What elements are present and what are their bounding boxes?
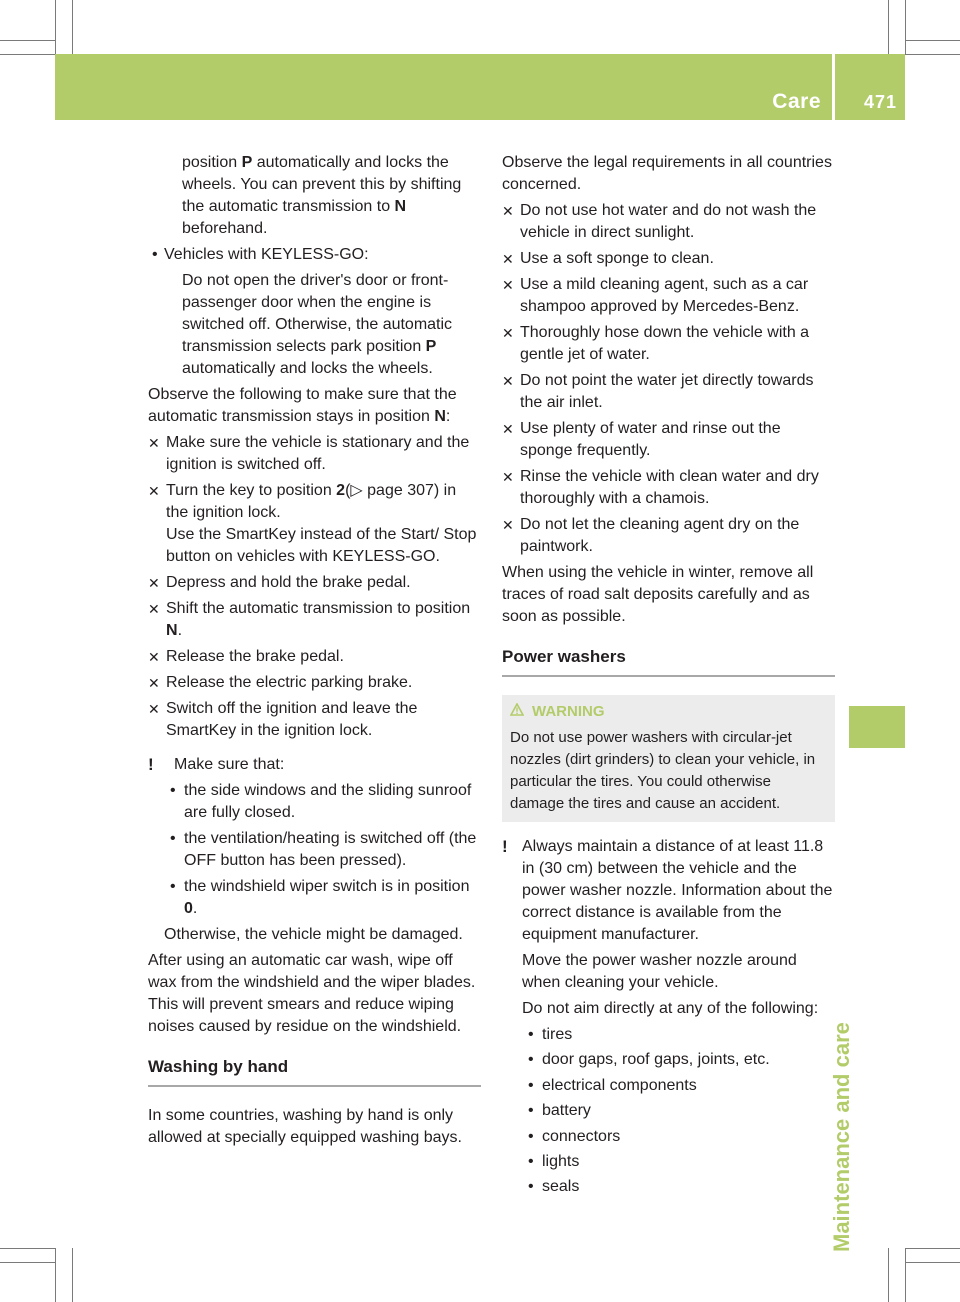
step-arrow-icon: ✕ (148, 435, 160, 451)
crop-mark (905, 1248, 960, 1249)
step-arrow-icon: ✕ (148, 575, 160, 591)
bullet-icon: • (528, 1127, 534, 1145)
crop-mark (905, 0, 906, 54)
step-arrow-icon: ✕ (502, 203, 514, 219)
paragraph: position P automatically and locks the wheels. You can prevent this by shifting the automatic transmission to N beforehand. (182, 154, 462, 237)
crop-mark (905, 1262, 960, 1263)
step-item: ✕ Rinse the vehicle with clean water and dry thoroughly with a chamois. (502, 468, 819, 507)
step-arrow-icon: ✕ (148, 601, 160, 617)
crop-mark (888, 1248, 889, 1302)
paragraph: Otherwise, the vehicle might be damaged. (164, 926, 463, 943)
step-item: ✕ Use a mild cleaning agent, such as a car shampoo approved by Mercedes-Benz. (502, 276, 809, 315)
step-item: ✕ Use a soft sponge to clean. (502, 248, 835, 270)
list-item: • seals (522, 1176, 835, 1198)
step-item: ✕ Shift the automatic transmission to position N. (148, 600, 471, 639)
bullet-icon: • (528, 1178, 534, 1196)
warning-text: Do not use power washers with circular-jet nozzles (dirt grinders) to clean your vehicle, in particular the tires. You could otherwise damage the tires and cause an accident. (510, 729, 816, 812)
step-item: ✕ Depress and hold the brake pedal. (148, 572, 481, 594)
crop-mark (905, 54, 960, 55)
step-item: ✕ Make sure the vehicle is stationary and the ignition is switched off. (148, 434, 470, 473)
crop-mark (72, 1248, 73, 1302)
thumb-tab (849, 706, 905, 748)
note-block: ! Always maintain a distance of at least 11.8 in (30 cm) between the vehicle and the power washer nozzle. Information about the correct distance is available from the equipment manufacturer. (502, 837, 833, 943)
crop-mark (55, 1248, 56, 1302)
component-list (522, 1024, 835, 1198)
page-reference[interactable]: ▷ page 307) in the ignition lock. (166, 482, 457, 521)
step-arrow-icon: ✕ (148, 649, 160, 665)
step-arrow-icon: ✕ (502, 469, 514, 485)
paragraph: Move the power washer nozzle around when cleaning your vehicle. (522, 952, 797, 991)
bullet-icon: • (528, 1076, 534, 1094)
paragraph: Do not aim directly at any of the following: (522, 1000, 819, 1017)
list-item: • the side windows and the sliding sunroof are fully closed. (170, 782, 472, 821)
note-block: ! Make sure that: (148, 755, 285, 774)
paragraph: In some countries, washing by hand is only allowed at specially equipped washing bays. (148, 1107, 462, 1146)
step-arrow-icon: ✕ (502, 421, 514, 437)
step-arrow-icon: ✕ (502, 325, 514, 341)
side-tab (829, 120, 905, 1252)
list-item: • Vehicles with KEYLESS-GO: (148, 244, 481, 266)
left-column (148, 152, 481, 1149)
paragraph: Observe the legal requirements in all countries concerned. (502, 154, 832, 193)
bullet-icon: • (528, 1152, 534, 1170)
list-item: • connectors (522, 1126, 835, 1148)
bullet-icon: • (528, 1026, 534, 1043)
crop-mark (0, 40, 55, 41)
list-item: • lights (522, 1151, 835, 1173)
step-arrow-icon: ✕ (502, 277, 514, 293)
step-item: ✕ Turn the key to position 2(▷ page 307) in the ignition lock. Use the SmartKey instead of the Start/ Stop button on vehicles with KEYLESS-GO. (148, 482, 477, 565)
paragraph: Do not open the driver's door or front-passenger door when the engine is switched off. Otherwise, the automatic transmission selects park position P automatically and locks the wheels. (182, 272, 453, 377)
crop-mark (888, 0, 889, 54)
list-item: • door gaps, roof gaps, joints, etc. (522, 1049, 835, 1071)
bullet-icon: • (528, 1051, 534, 1069)
step-arrow-icon: ✕ (148, 483, 160, 499)
bullet-icon: • (528, 1102, 534, 1120)
header-separator (832, 54, 835, 120)
step-arrow-icon: ✕ (502, 517, 514, 533)
crop-mark (72, 0, 73, 54)
crop-mark (55, 0, 56, 54)
crop-mark (0, 1248, 55, 1249)
crop-mark (905, 40, 960, 41)
crop-mark (905, 1248, 906, 1302)
step-item: ✕ Release the brake pedal. (148, 646, 481, 668)
warning-heading: WARNING (510, 701, 827, 723)
paragraph: When using the vehicle in winter, remove all traces of road salt deposits carefully and as soon as possible. (502, 564, 814, 625)
bullet-icon: • (152, 246, 158, 263)
side-tab-label: Maintenance and care (829, 1022, 854, 1252)
page-number: 471 (863, 92, 897, 112)
step-arrow-icon: ✕ (502, 251, 514, 267)
step-item: ✕ Do not point the water jet directly towards the air inlet. (502, 372, 814, 411)
bullet-icon: • (170, 830, 176, 847)
step-item: ✕ Thoroughly hose down the vehicle with a gentle jet of water. (502, 324, 810, 363)
warning-box (502, 695, 835, 822)
section-heading: Power washers (502, 646, 835, 677)
step-item: ✕ Use plenty of water and rinse out the sponge frequently. (502, 420, 781, 459)
list-item: • the windshield wiper switch is in position 0. (170, 878, 470, 917)
bullet-icon: • (170, 782, 176, 799)
paragraph: After using an automatic car wash, wipe off wax from the windshield and the wiper blades. This will prevent smears and reduce wiping noises caused by residue on the windshield. (148, 952, 476, 1035)
exclamation-icon: ! (148, 755, 154, 774)
step-item: ✕ Do not let the cleaning agent dry on the paintwork. (502, 516, 800, 555)
right-column (502, 152, 835, 1198)
bullet-icon: • (170, 878, 176, 895)
section-heading: Washing by hand (148, 1056, 481, 1087)
list-item: • battery (522, 1100, 835, 1122)
crop-mark (0, 54, 55, 55)
paragraph: Observe the following to make sure that the automatic transmission stays in position N: (148, 386, 457, 425)
step-item: ✕ Switch off the ignition and leave the SmartKey in the ignition lock. (148, 700, 418, 739)
list-item: • the ventilation/heating is switched off (the OFF button has been pressed). (170, 830, 477, 869)
step-arrow-icon: ✕ (148, 675, 160, 691)
warning-triangle-icon (510, 701, 524, 723)
list-item: • electrical components (522, 1075, 835, 1097)
section-title: Care (772, 90, 821, 113)
step-arrow-icon: ✕ (502, 373, 514, 389)
step-item: ✕ Do not use hot water and do not wash the vehicle in direct sunlight. (502, 202, 817, 241)
crop-mark (0, 1262, 55, 1263)
step-arrow-icon: ✕ (148, 701, 160, 717)
header-bar (55, 54, 905, 120)
step-item: ✕ Release the electric parking brake. (148, 672, 481, 694)
exclamation-icon: ! (502, 837, 508, 856)
list-item: • tires (522, 1024, 835, 1046)
